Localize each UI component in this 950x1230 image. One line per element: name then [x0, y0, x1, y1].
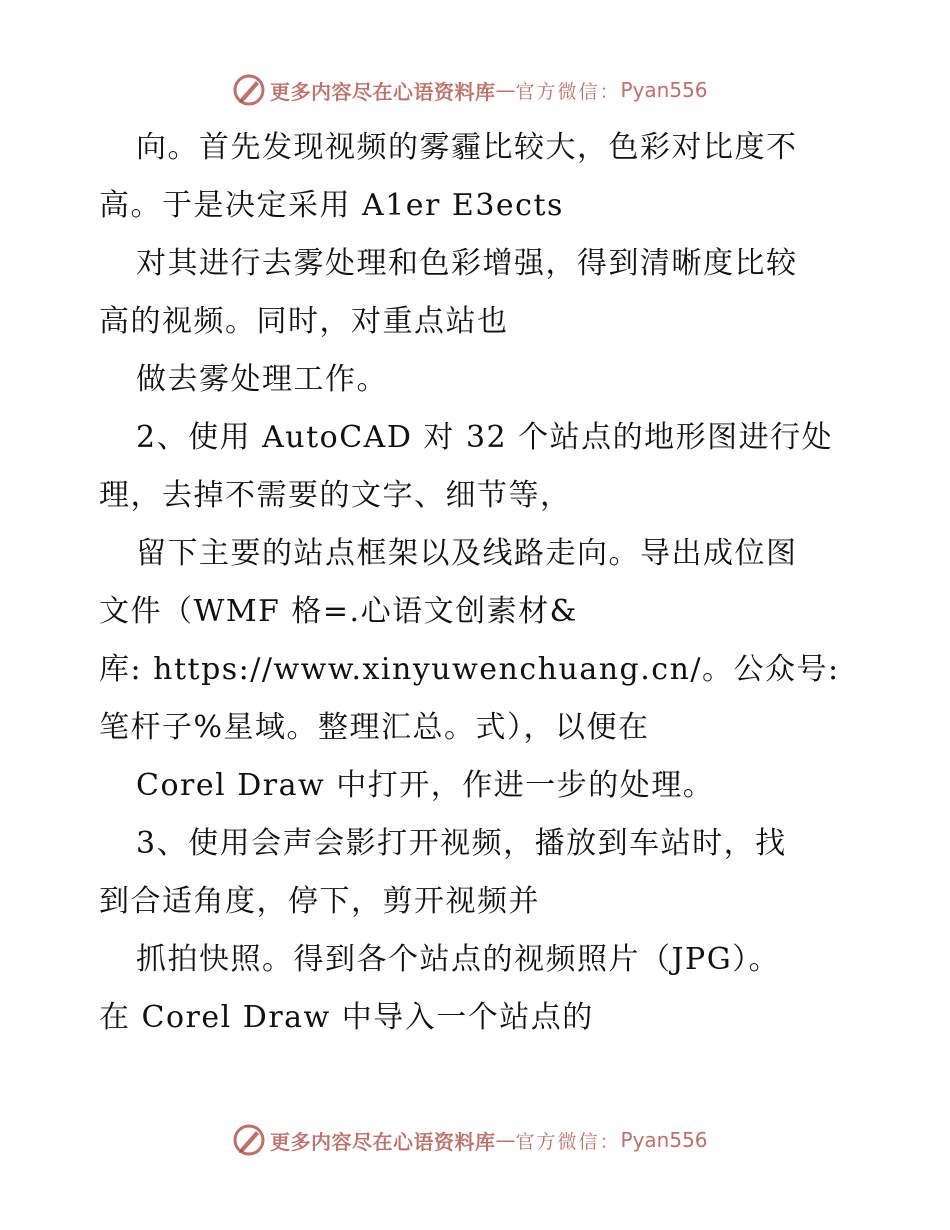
text-line: 做去雾处理工作。	[136, 362, 388, 397]
text-line: 在 Corel Draw 中导入一个站点的	[99, 1000, 594, 1035]
text-line: 2、使用 AutoCAD 对 32 个站点的地形图进行处	[136, 420, 834, 455]
header-banner	[232, 72, 708, 108]
banner-site-text: 更多内容尽在心语资料库	[270, 1129, 496, 1154]
banner-official-label: 官方微信：	[515, 80, 621, 103]
text-line: 3、使用会声会影打开视频，播放到车站时，找	[136, 826, 787, 861]
banner-dash: —	[495, 78, 516, 102]
brush-pen-logo-icon	[232, 73, 266, 107]
text-line: 到合适角度，停下，剪开视频并	[99, 884, 540, 919]
text-line: 高。于是决定采用 A1er E3ects	[99, 188, 564, 223]
banner-dash: —	[495, 1128, 516, 1152]
text-line: 对其进行去雾处理和色彩增强，得到清晰度比较	[136, 246, 798, 281]
text-line: 库: https://www.xinyuwenchuang.cn/。公众号:	[99, 652, 840, 687]
footer-banner	[232, 1122, 708, 1158]
text-line: 向。首先发现视频的雾霾比较大，色彩对比度不	[136, 130, 798, 165]
text-line: 留下主要的站点框架以及线路走向。导出成位图	[136, 536, 798, 571]
text-line: 高的视频。同时，对重点站也	[99, 304, 509, 339]
banner-official-label: 官方微信：	[515, 1130, 621, 1153]
text-line: 抓拍快照。得到各个站点的视频照片（JPG）。	[136, 942, 781, 977]
text-line: Corel Draw 中打开，作进一步的处理。	[136, 768, 715, 803]
text-line: 文件（WMF 格=.心语文创素材&	[99, 594, 578, 629]
banner-site-text: 更多内容尽在心语资料库	[270, 79, 496, 104]
text-line: 理，去掉不需要的文字、细节等，	[99, 478, 572, 513]
text-line: 笔杆子%星域。整理汇总。式），以便在	[99, 710, 650, 745]
banner-handle: Pyan556	[620, 78, 708, 102]
brush-pen-logo-icon	[232, 1123, 266, 1157]
banner-handle: Pyan556	[620, 1128, 708, 1152]
